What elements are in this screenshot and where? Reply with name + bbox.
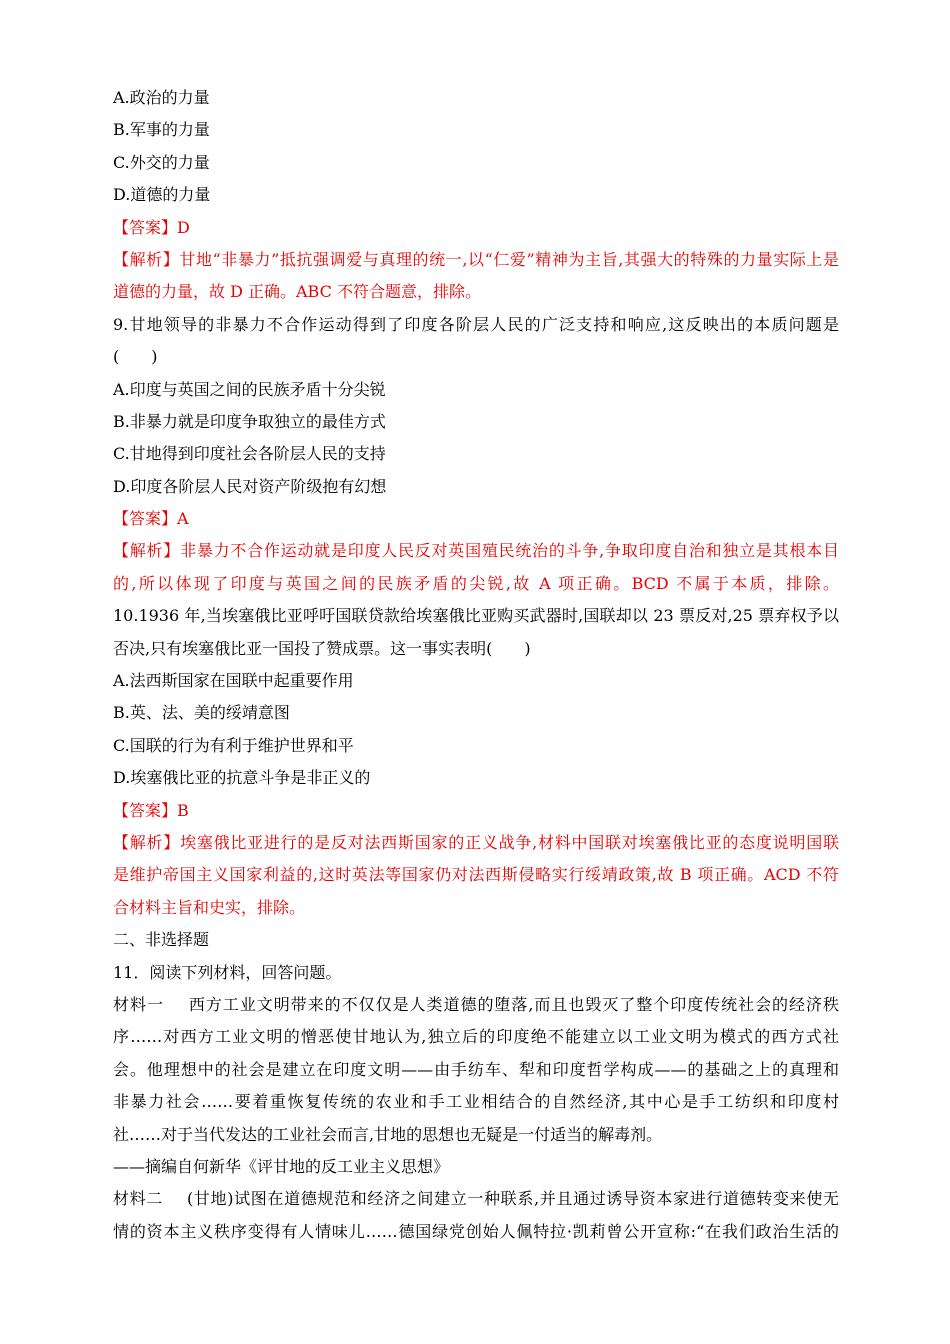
answer-value: D [177, 217, 190, 237]
q9-stem-line-2: ( ) [113, 347, 158, 367]
q8-option-c: C.外交的力量 [113, 152, 210, 172]
q8-option-a: A.政治的力量 [113, 88, 210, 107]
q8-option-d: D.道德的力量 [113, 185, 211, 205]
q10-option-d: D.埃塞俄比亚的抗意斗争是非正义的 [113, 768, 371, 788]
analysis-text: 埃塞俄比亚进行的是反对法西斯国家的正义战争,材料中国联对埃塞俄比亚的态度说明国联 [180, 832, 839, 852]
q8-option-b: B.军事的力量 [113, 120, 210, 140]
q9-answer [113, 503, 839, 535]
analysis-tag: 【解析】 [113, 541, 181, 561]
q9-analysis-line-2: 的,所以体现了印度与英国之间的民族矛盾的尖锐,故 A 项正确。BCD 不属于本质，排除。 [113, 573, 839, 593]
q8-analysis-line-1 [113, 244, 839, 276]
answer-tag: 【答案】 [113, 509, 178, 529]
document-page [113, 82, 839, 1248]
q9-option-a: A.印度与英国之间的民族矛盾十分尖锐 [113, 379, 386, 399]
q10-option-a: A.法西斯国家在国联中起重要作用 [113, 671, 354, 691]
q10-analysis-line-1 [113, 827, 839, 859]
analysis-text: 甘地“非暴力”抵抗强调爱与真理的统一,以“仁爱”精神为主旨,其强大的特殊的力量实际上是 [179, 249, 839, 269]
material2-line-2: 情的资本主义秩序变得有人情味儿……德国绿党创始人佩特拉·凯莉曾公开宣称:“在我们政治生活的 [113, 1221, 839, 1241]
q9-stem-line-1: 9.甘地领导的非暴力不合作运动得到了印度各阶层人民的广泛支持和响应,这反映出的本质问题是 [113, 314, 839, 334]
material1-line-1 [113, 989, 839, 1021]
answer-tag: 【答案】 [113, 800, 178, 820]
q9-option-d: D.印度各阶层人民对资产阶级抱有幻想 [113, 476, 387, 496]
analysis-tag: 【解析】 [113, 832, 181, 852]
material1-source: ——摘编自何新华《评甘地的反工业主义思想》 [113, 1156, 450, 1176]
q8-answer [113, 212, 839, 244]
q10-option-b: B.英、法、美的绥靖意图 [113, 703, 290, 723]
material2-label: 材料二 [113, 1189, 163, 1209]
material2-text: (甘地)试图在道德规范和经济之间建立一种联系,并且通过诱导资本家进行道德转变来使无 [186, 1189, 839, 1209]
q9-option-b: B.非暴力就是印度争取独立的最佳方式 [113, 411, 386, 431]
material1-text: 西方工业文明带来的不仅仅是人类道德的堕落,而且也毁灭了整个印度传统社会的经济秩 [187, 994, 839, 1014]
material1-line-3: 会。他理想中的社会是建立在印度文明——由手纺车、犁和印度哲学构成——的基础之上的真理和 [113, 1059, 839, 1079]
analysis-text: 非暴力不合作运动就是印度人民反对英国殖民统治的斗争,争取印度自治和独立是其根本目 [180, 541, 839, 561]
material1-line-2: 序……对西方工业文明的憎恶使甘地认为,独立后的印度绝不能建立以工业文明为模式的西方式社 [113, 1027, 839, 1047]
q9-analysis-line-1 [113, 535, 839, 567]
q11-stem: 11．阅读下列材料，回答问题。 [113, 962, 342, 982]
material1-label: 材料一 [113, 994, 164, 1014]
material2-line-1 [113, 1183, 839, 1215]
q10-stem-line-1: 10.1936 年,当埃塞俄比亚呼吁国联贷款给埃塞俄比亚购买武器时,国联却以 23 票反对,25 票弃权予以 [113, 606, 839, 626]
q10-analysis-line-3: 合材料主旨和史实，排除。 [113, 897, 306, 917]
material1-line-4: 非暴力社会……要着重恢复传统的农业和手工业相结合的自然经济,其中心是手工纺织和印度村 [113, 1092, 839, 1112]
section-heading: 二、非选择题 [113, 930, 210, 950]
q10-analysis-line-2: 是维护帝国主义国家利益的,这时英法等国家仍对法西斯侵略实行绥靖政策,故 B 项正确。ACD 不符 [113, 865, 839, 885]
answer-value: B [177, 800, 189, 820]
q10-stem-line-2: 否决,只有埃塞俄比亚一国投了赞成票。这一事实表明( ) [113, 638, 531, 658]
q10-answer [113, 795, 839, 827]
answer-tag: 【答案】 [113, 217, 178, 237]
material1-line-5: 社……对于当代发达的工业社会而言,甘地的思想也无疑是一付适当的解毒剂。 [113, 1124, 663, 1144]
q9-option-c: C.甘地得到印度社会各阶层人民的支持 [113, 444, 386, 464]
q8-analysis-line-2: 道德的力量，故 D 正确。ABC 不符合题意，排除。 [113, 282, 481, 302]
q10-option-c: C.国联的行为有利于维护世界和平 [113, 735, 354, 755]
answer-value: A [177, 509, 189, 529]
analysis-tag: 【解析】 [113, 249, 180, 269]
